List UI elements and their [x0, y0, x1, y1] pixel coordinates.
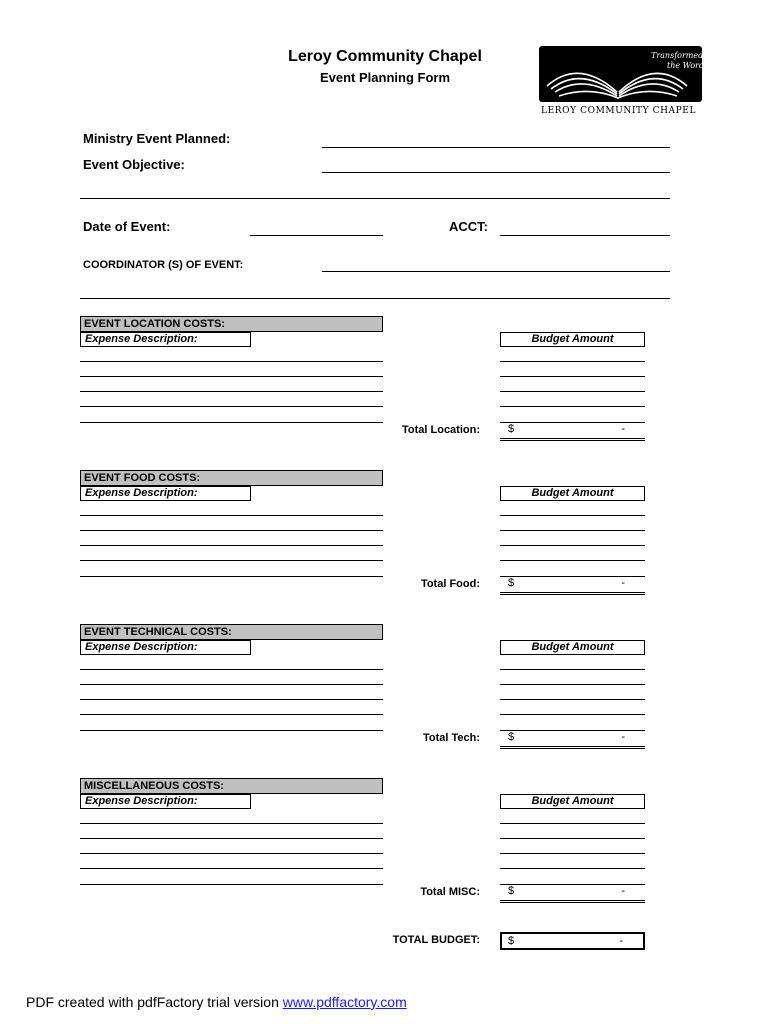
section-total-field[interactable] — [500, 422, 645, 441]
budget-amount-line[interactable] — [500, 530, 645, 531]
event-objective-field-2[interactable] — [80, 198, 670, 199]
currency-symbol: $ — [508, 577, 515, 589]
budget-amount-line[interactable] — [500, 560, 645, 561]
section-total-value: - — [621, 885, 625, 897]
expense-description-line[interactable] — [80, 823, 383, 824]
budget-amount-line[interactable] — [500, 884, 645, 885]
total-budget-field[interactable] — [500, 932, 645, 950]
expense-description-header: Expense Description: — [80, 486, 251, 501]
section-total-value: - — [621, 577, 625, 589]
expense-description-line[interactable] — [80, 376, 383, 377]
expense-description-line[interactable] — [80, 422, 383, 423]
acct-field[interactable] — [500, 235, 670, 236]
budget-amount-line[interactable] — [500, 545, 645, 546]
footer-link[interactable]: www.pdffactory.com — [282, 994, 407, 1010]
section-total-value: - — [621, 423, 625, 435]
event-objective-label: Event Objective: — [83, 157, 185, 172]
budget-amount-line[interactable] — [500, 684, 645, 685]
expense-description-header: Expense Description: — [80, 332, 251, 347]
expense-description-line[interactable] — [80, 669, 383, 670]
section-heading: EVENT TECHNICAL COSTS: — [80, 624, 383, 640]
event-objective-field[interactable] — [322, 172, 670, 173]
page-subtitle: Event Planning Form — [319, 70, 450, 85]
budget-amount-line[interactable] — [500, 838, 645, 839]
expense-description-line[interactable] — [80, 515, 383, 516]
footer-text: PDF created with pdfFactory trial version — [26, 994, 283, 1010]
section-heading: EVENT LOCATION COSTS: — [80, 316, 383, 332]
section-total-label: Total Tech: — [422, 732, 480, 744]
expense-description-line[interactable] — [80, 684, 383, 685]
expense-description-line[interactable] — [80, 699, 383, 700]
section-total-field[interactable] — [500, 576, 645, 595]
expense-description-line[interactable] — [80, 838, 383, 839]
expense-description-line[interactable] — [80, 391, 383, 392]
expense-description-line[interactable] — [80, 530, 383, 531]
section-total-label: Total Food: — [420, 578, 480, 590]
expense-description-line[interactable] — [80, 714, 383, 715]
budget-amount-line[interactable] — [500, 361, 645, 362]
expense-description-line[interactable] — [80, 884, 383, 885]
ministry-event-label: Ministry Event Planned: — [83, 131, 231, 146]
coordinator-field[interactable] — [322, 271, 670, 272]
date-of-event-label: Date of Event: — [83, 219, 171, 234]
budget-amount-line[interactable] — [500, 515, 645, 516]
section-total-value: - — [621, 731, 625, 743]
expense-description-line[interactable] — [80, 361, 383, 362]
budget-amount-line[interactable] — [500, 406, 645, 407]
expense-description-line[interactable] — [80, 868, 383, 869]
currency-symbol: $ — [508, 935, 515, 947]
acct-label: ACCT: — [449, 219, 488, 234]
expense-description-line[interactable] — [80, 545, 383, 546]
budget-amount-line[interactable] — [500, 823, 645, 824]
budget-amount-line[interactable] — [500, 422, 645, 423]
page-title: Leroy Community Chapel — [288, 48, 482, 65]
budget-amount-line[interactable] — [500, 853, 645, 854]
budget-amount-header: Budget Amount — [500, 486, 645, 501]
expense-description-line[interactable] — [80, 406, 383, 407]
chapel-logo — [539, 46, 716, 116]
coordinator-field-2[interactable] — [80, 298, 670, 299]
budget-amount-line[interactable] — [500, 376, 645, 377]
section-total-label: Total Location: — [401, 424, 480, 436]
expense-description-line[interactable] — [80, 576, 383, 577]
expense-description-header: Expense Description: — [80, 640, 251, 655]
total-budget-value: - — [619, 935, 623, 947]
expense-description-header: Expense Description: — [80, 794, 251, 809]
budget-amount-header: Budget Amount — [500, 794, 645, 809]
budget-amount-line[interactable] — [500, 576, 645, 577]
budget-amount-header: Budget Amount — [500, 332, 645, 347]
budget-amount-line[interactable] — [500, 730, 645, 731]
section-total-label: Total MISC: — [420, 886, 480, 898]
logo-name: LEROY COMMUNITY CHAPEL — [541, 106, 697, 116]
currency-symbol: $ — [508, 423, 515, 435]
section-heading: MISCELLANEOUS COSTS: — [80, 778, 383, 794]
section-heading: EVENT FOOD COSTS: — [80, 470, 383, 486]
budget-amount-line[interactable] — [500, 868, 645, 869]
section-total-field[interactable] — [500, 730, 645, 749]
budget-amount-header: Budget Amount — [500, 640, 645, 655]
expense-description-line[interactable] — [80, 560, 383, 561]
currency-symbol: $ — [508, 885, 515, 897]
expense-description-line[interactable] — [80, 853, 383, 854]
currency-symbol: $ — [508, 731, 515, 743]
budget-amount-line[interactable] — [500, 669, 645, 670]
coordinator-label: COORDINATOR (S) OF EVENT: — [83, 259, 244, 271]
budget-amount-line[interactable] — [500, 714, 645, 715]
pdf-footer — [26, 994, 407, 1010]
budget-amount-line[interactable] — [500, 391, 645, 392]
budget-amount-line[interactable] — [500, 699, 645, 700]
ministry-event-field[interactable] — [322, 147, 670, 148]
logo-tagline-bottom: the Word — [667, 61, 705, 70]
expense-description-line[interactable] — [80, 730, 383, 731]
date-of-event-field[interactable] — [250, 235, 383, 236]
total-budget-label: TOTAL BUDGET: — [392, 934, 480, 946]
section-total-field[interactable] — [500, 884, 645, 903]
open-bible-logo-icon — [539, 46, 716, 116]
logo-tagline-top: Transformed by — [651, 51, 716, 60]
